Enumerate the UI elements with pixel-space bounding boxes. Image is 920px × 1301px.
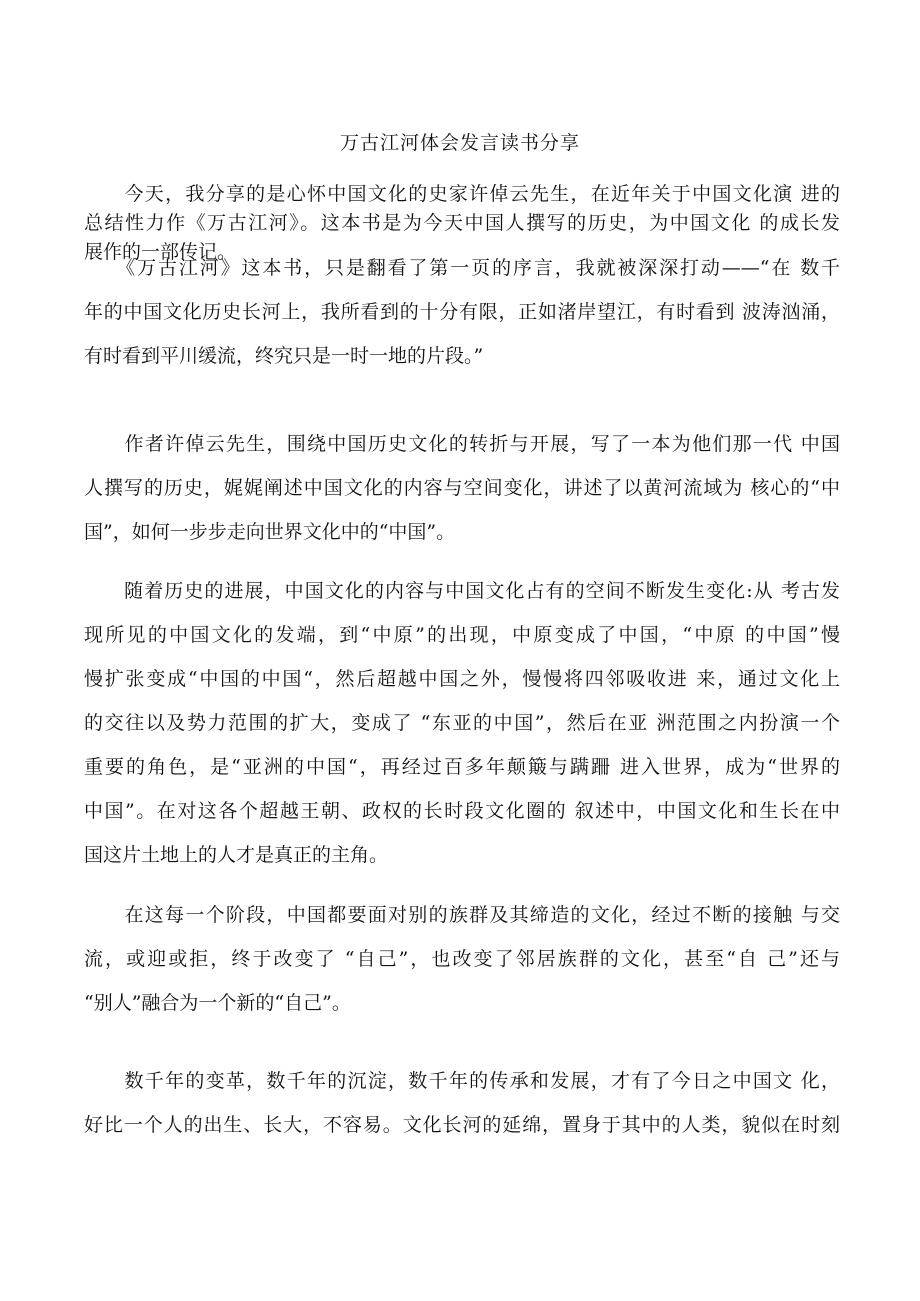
text-line: 作者许倬云先生，围绕中国历史文化的转折与开展，写了一本为他们那一代 中国 bbox=[84, 433, 840, 455]
text-line: 现所见的中国文化的发端，到“中原”的出现，中原变成了中国，“中原 的中国”慢 bbox=[84, 624, 840, 646]
text-line: 流，或迎或拒，终于改变了 “自己”，也改变了邻居族群的文化，甚至“自 己”还与 bbox=[84, 948, 840, 970]
text-line: 好比一个人的出生、长大，不容易。文化长河的延绵，置身于其中的人类，貌似在时刻 bbox=[84, 1114, 840, 1136]
paragraph-5 bbox=[84, 893, 840, 1025]
text-line: 《万古江河》这本书，只是翻看了第一页的序言，我就被深深打动——“在 数千 bbox=[84, 257, 840, 279]
text-line: 的交往以及势力范围的扩大，变成了 “东亚的中国”，然后在亚 洲范围之内扮演一个 bbox=[84, 712, 840, 734]
text-line: 国这片土地上的人才是真正的主角。 bbox=[84, 844, 389, 866]
text-line: 有时看到平川缓流，终究只是一时一地的片段。” bbox=[84, 345, 484, 367]
text-line: 总结性力作《万古江河》。这本书是为今天中国人撰写的历史，为中国文化 的成长发 bbox=[84, 212, 840, 234]
text-line: 数千年的变革，数千年的沉淀，数千年的传承和发展，才有了今日之中国文 化， bbox=[84, 1070, 840, 1092]
text-line: “别人”融合为一个新的“自己”。 bbox=[84, 992, 351, 1014]
text-line: 中国”。在对这各个超越王朝、政权的长时段文化圈的 叙述中，中国文化和生长在中 bbox=[84, 800, 840, 822]
text-line: 年的中国文化历史长河上，我所看到的十分有限，正如渚岸望江，有时看到 波涛汹涌， bbox=[84, 301, 840, 323]
text-line: 慢扩张变成“中国的中国“，然后超越中国之外，慢慢将四邻吸收进 来，通过文化上 bbox=[84, 668, 840, 690]
text-line: 在这每一个阶段，中国都要面对别的族群及其缔造的文化，经过不断的接触 与交 bbox=[84, 904, 840, 926]
paragraph-3 bbox=[84, 422, 840, 554]
text-line: 今天，我分享的是心怀中国文化的史家许倬云先生，在近年关于中国文化演 进的 bbox=[84, 183, 840, 205]
document-title: 万古江河体会发言读书分享 bbox=[339, 132, 580, 154]
paragraph-6 bbox=[84, 1059, 840, 1147]
text-line: 重要的角色，是“亚洲的中国“，再经过百多年颠簸与蹒跚 进入世界，成为“世界的 bbox=[84, 756, 840, 778]
text-line: 展作的一部传记。 bbox=[84, 241, 237, 263]
paragraph-4 bbox=[84, 569, 840, 877]
text-line: 人撰写的历史，娓娓阐述中国文化的内容与空间变化，讲述了以黄河流域为 核心的“中 bbox=[84, 477, 840, 499]
paragraph-2 bbox=[84, 246, 840, 378]
text-line: 随着历史的进展，中国文化的内容与中国文化占有的空间不断发生变化:从 考古发 bbox=[84, 580, 840, 602]
text-line: 国”，如何一步步走向世界文化中的“中国”。 bbox=[84, 521, 456, 543]
